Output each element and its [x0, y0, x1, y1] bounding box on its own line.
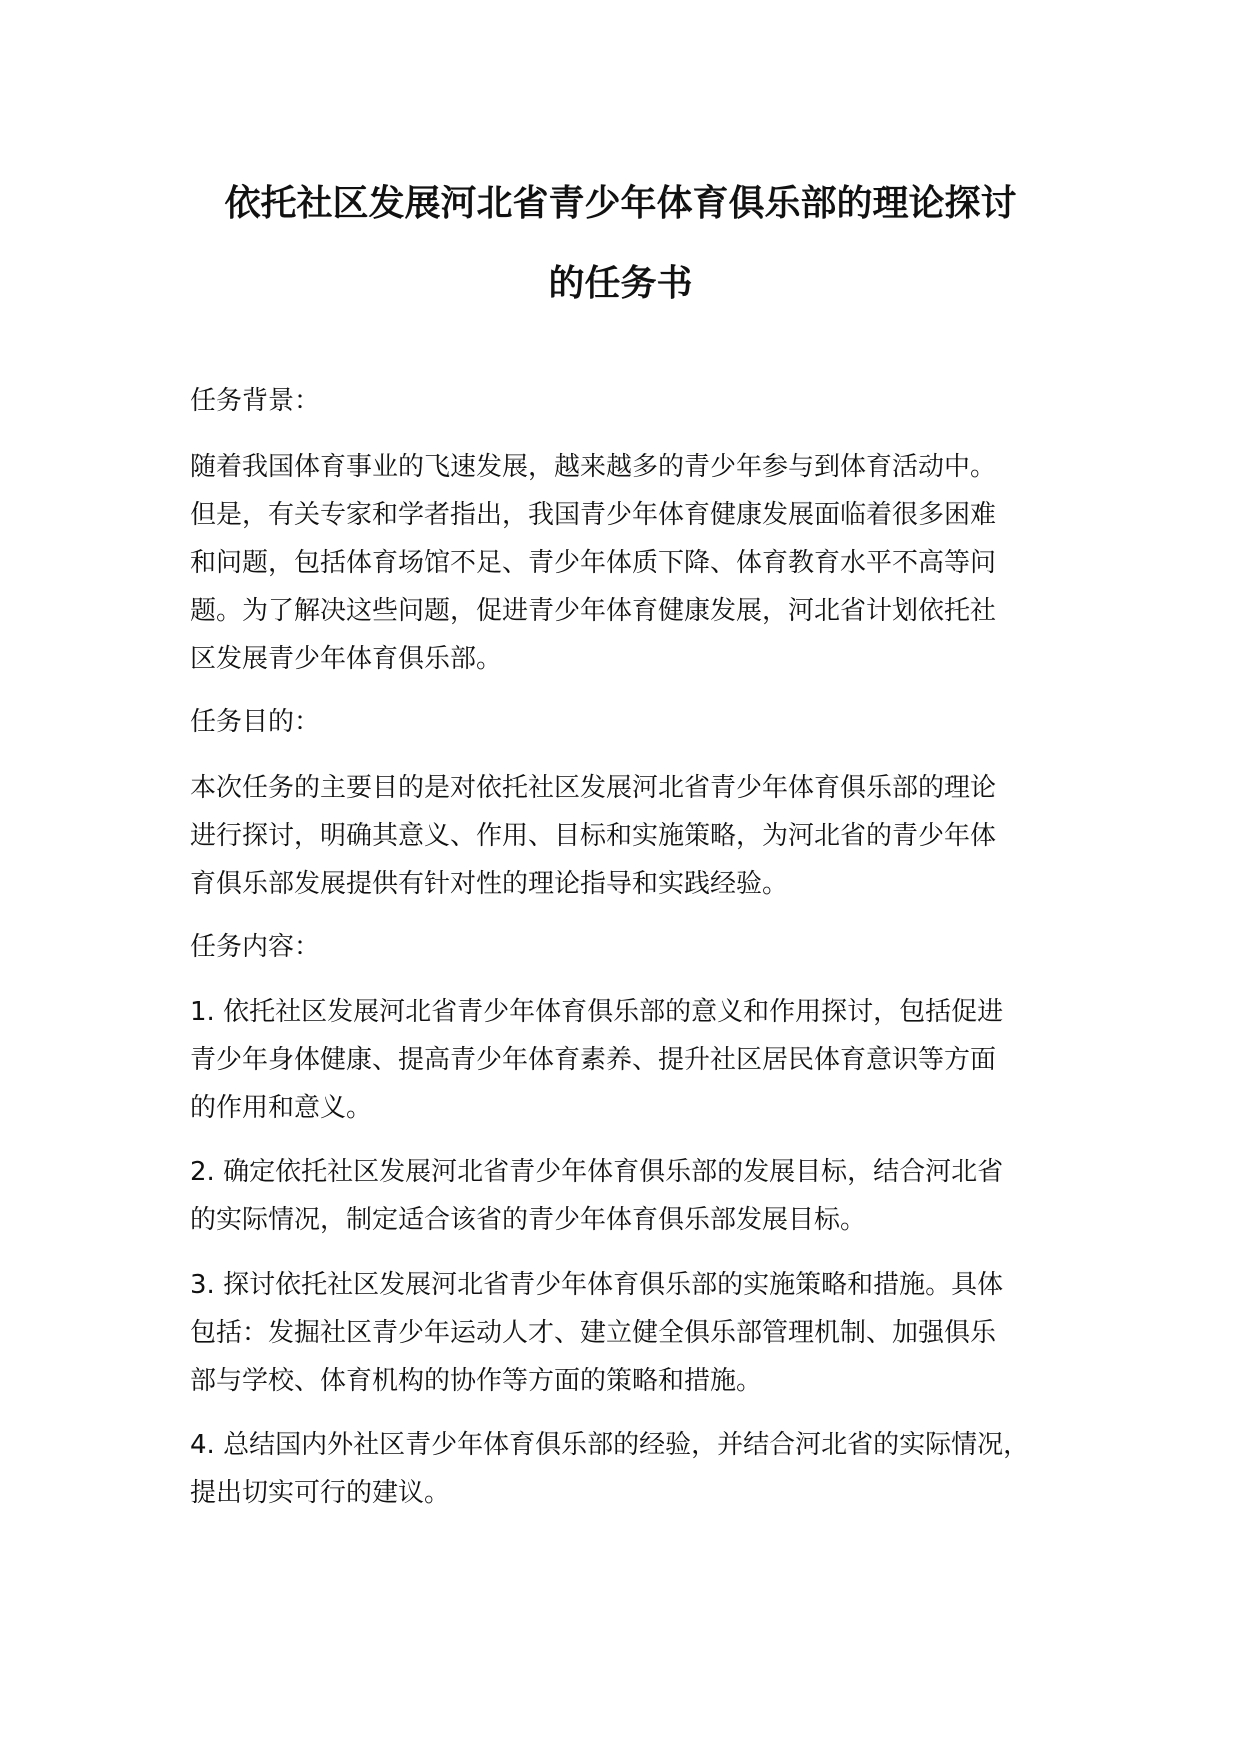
- document-title-line-1: 依托社区发展河北省青少年体育俱乐部的理论探讨: [224, 183, 1017, 224]
- list-item-line: 包括：发掘社区青少年运动人才、建立健全俱乐部管理机制、加强俱乐: [190, 1318, 997, 1348]
- paragraph-line: 本次任务的主要目的是对依托社区发展河北省青少年体育俱乐部的理论: [190, 773, 997, 803]
- paragraph-line: 题。为了解决这些问题，促进青少年体育健康发展，河北省计划依托社: [190, 596, 997, 626]
- content-item-1: [190, 988, 1060, 1132]
- list-item-line: 1. 依托社区发展河北省青少年体育俱乐部的意义和作用探讨，包括促进: [190, 997, 1004, 1027]
- paragraph-line: 区发展青少年体育俱乐部。: [190, 644, 503, 674]
- paragraph-line: 育俱乐部发展提供有针对性的理论指导和实践经验。: [190, 869, 789, 899]
- section-heading: 任务目的：: [190, 707, 321, 737]
- paragraph-line: 但是，有关专家和学者指出，我国青少年体育健康发展面临着很多困难: [190, 500, 997, 530]
- paragraph-line: 和问题，包括体育场馆不足、青少年体质下降、体育教育水平不高等问: [190, 548, 997, 578]
- list-item-line: 4. 总结国内外社区青少年体育俱乐部的经验，并结合河北省的实际情况，: [190, 1430, 1030, 1460]
- content-item-3: [190, 1261, 1060, 1405]
- section-heading: 任务背景：: [190, 386, 321, 416]
- background-paragraph: [190, 443, 1060, 683]
- section-heading: 任务内容：: [190, 932, 321, 962]
- paragraph-line: 随着我国体育事业的飞速发展，越来越多的青少年参与到体育活动中。: [190, 452, 997, 482]
- list-item-line: 部与学校、体育机构的协作等方面的策略和措施。: [190, 1366, 763, 1396]
- content-item-2: [190, 1148, 1060, 1244]
- content-heading: [190, 923, 1060, 971]
- document-title-line-2: 的任务书: [548, 263, 693, 304]
- list-item-line: 的作用和意义。: [190, 1093, 373, 1123]
- background-heading: [190, 377, 1060, 425]
- list-item-line: 青少年身体健康、提高青少年体育素养、提升社区居民体育意识等方面: [190, 1045, 997, 1075]
- objective-heading: [190, 698, 1060, 746]
- list-item-line: 3. 探讨依托社区发展河北省青少年体育俱乐部的实施策略和措施。具体: [190, 1270, 1004, 1300]
- list-item-line: 2. 确定依托社区发展河北省青少年体育俱乐部的发展目标，结合河北省: [190, 1157, 1004, 1187]
- paragraph-line: 进行探讨，明确其意义、作用、目标和实施策略，为河北省的青少年体: [190, 821, 997, 851]
- list-item-line: 的实际情况，制定适合该省的青少年体育俱乐部发展目标。: [190, 1205, 867, 1235]
- objective-paragraph: [190, 764, 1060, 908]
- list-item-line: 提出切实可行的建议。: [190, 1478, 451, 1508]
- content-item-4: [190, 1421, 1060, 1517]
